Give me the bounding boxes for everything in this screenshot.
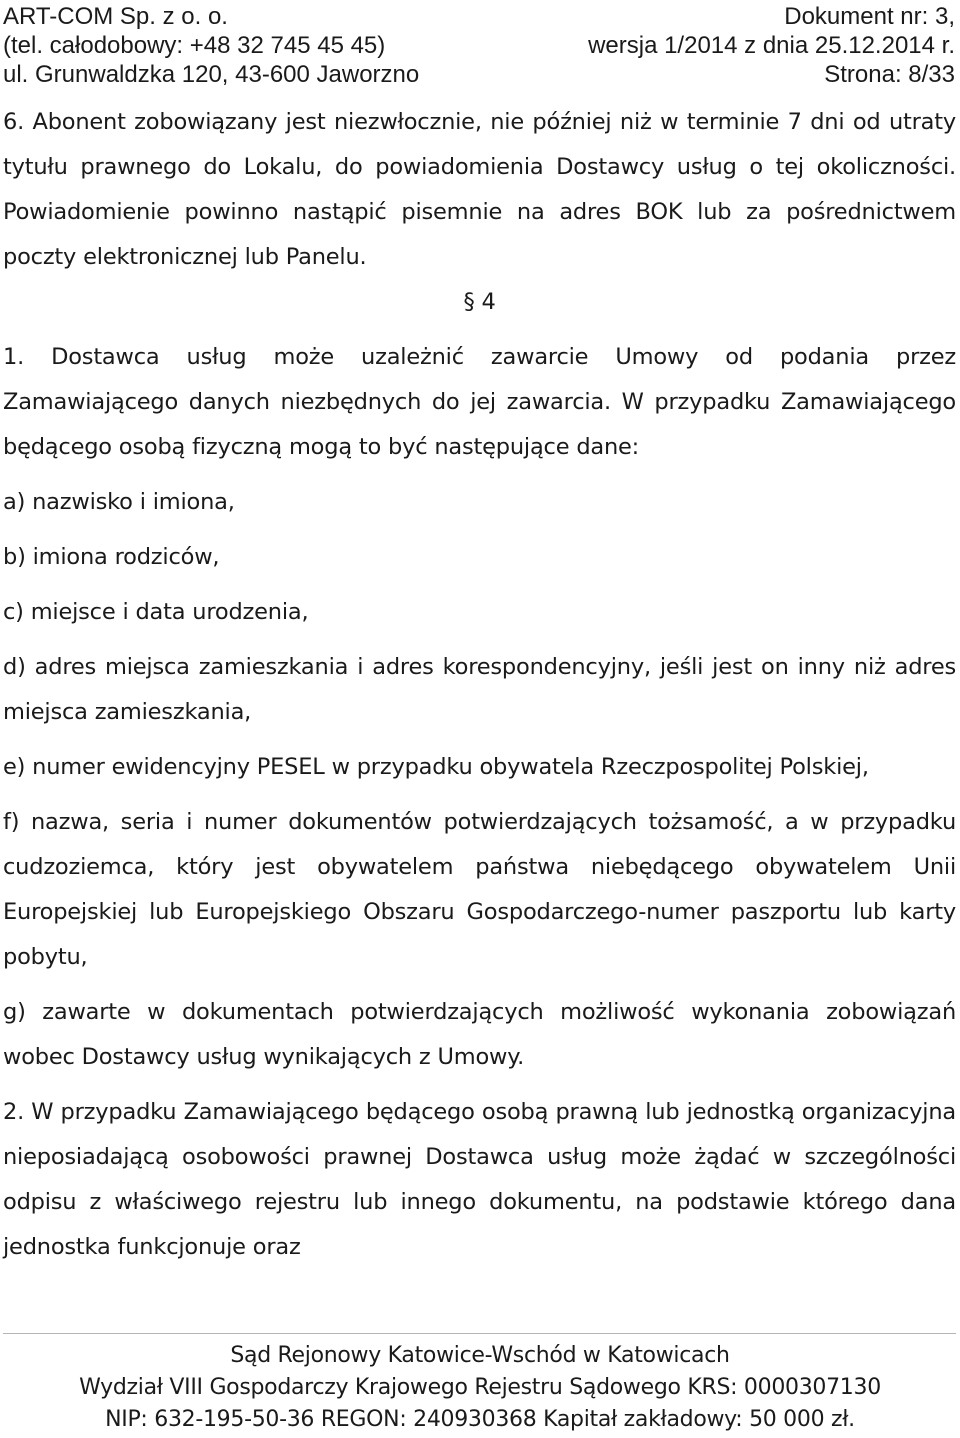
document-version: wersja 1/2014 z dnia 25.12.2014 r. xyxy=(588,32,955,59)
header-row-2 xyxy=(3,31,955,60)
page-header xyxy=(3,2,955,89)
list-item-c: c) miejsce i data urodzenia, xyxy=(3,599,309,625)
footer-registry: Wydział VIII Gospodarczy Krajowego Rejestru Sądowego KRS: 0000307130 xyxy=(79,1375,881,1400)
header-row-3 xyxy=(3,60,955,89)
company-phone: (tel. całodobowy: +48 32 745 45 45) xyxy=(3,32,386,59)
page-number: Strona: 8/33 xyxy=(824,61,955,88)
list-item-f: f) nazwa, seria i numer dokumentów potwierdzających tożsamość, a w przypadku cudzoziemca, który jest obywatelem państwa niebędącego obywatelem Unii Europejskiej lub Europejskiego Obszaru Gospodarczego-numer paszportu lub karty pobytu, xyxy=(3,809,956,970)
section-heading: § 4 xyxy=(463,289,496,315)
page-footer xyxy=(0,1340,960,1436)
list-item-d: d) adres miejsca zamieszkania i adres korespondencyjny, jeśli jest on inny niż adres miejsca zamieszkania, xyxy=(3,654,956,725)
list-item-e: e) numer ewidencyjny PESEL w przypadku obywatela Rzeczpospolitej Polskiej, xyxy=(3,754,869,780)
footer-divider xyxy=(3,1333,956,1334)
list-item-b: b) imiona rodziców, xyxy=(3,544,220,570)
company-address: ul. Grunwaldzka 120, 43-600 Jaworzno xyxy=(3,61,420,88)
paragraph-6: 6. Abonent zobowiązany jest niezwłocznie, nie później niż w terminie 7 dni od utraty tytułu prawnego do Lokalu, do powiadomienia Dostawcy usług o tej okoliczności. Powiadomienie powinno nastąpić pisemnie na adres BOK lub za pośrednictwem poczty elektronicznej lub Panelu. xyxy=(3,109,956,270)
paragraph-2: 2. W przypadku Zamawiającego będącego osobą prawną lub jednostką organizacyjna nieposiadającą osobowości prawnej Dostawca usług może żądać w szczególności odpisu z właściwego rejestru lub innego dokumentu, na podstawie którego dana jednostka funkcjonuje oraz xyxy=(3,1099,956,1260)
paragraph-1: 1. Dostawca usług może uzależnić zawarcie Umowy od podania przez Zamawiającego danych niezbędnych do jej zawarcia. W przypadku Zamawiającego będącego osobą fizyczną mogą to być następujące dane: xyxy=(3,344,956,460)
header-row-1 xyxy=(3,2,955,31)
document-number: Dokument nr: 3, xyxy=(784,3,955,30)
list-item-g: g) zawarte w dokumentach potwierdzających możliwość wykonania zobowiązań wobec Dostawcy usług wynikających z Umowy. xyxy=(3,999,956,1070)
list-item-a: a) nazwisko i imiona, xyxy=(3,489,235,515)
footer-tax-ids: NIP: 632-195-50-36 REGON: 240930368 Kapitał zakładowy: 50 000 zł. xyxy=(105,1407,855,1432)
company-name: ART-COM Sp. z o. o. xyxy=(3,3,228,30)
footer-court: Sąd Rejonowy Katowice-Wschód w Katowicach xyxy=(230,1343,730,1368)
document-body xyxy=(3,100,956,1270)
